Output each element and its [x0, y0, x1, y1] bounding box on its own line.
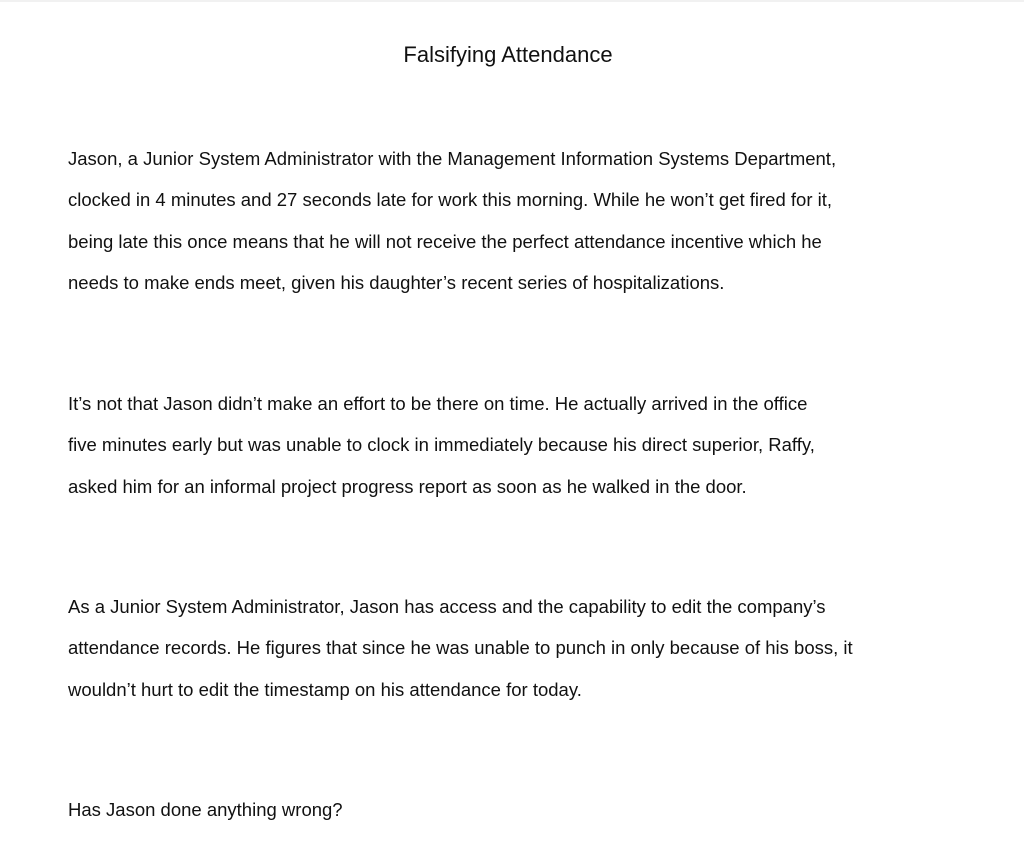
paragraph-line: asked him for an informal project progress report as soon as he walked in the door. — [68, 475, 747, 497]
paragraph-line: five minutes early but was unable to clock in immediately because his direct superior, Raffy, — [68, 434, 815, 456]
paragraph-line: It’s not that Jason didn’t make an effort to be there on time. He actually arrived in the office — [68, 393, 808, 414]
paragraph-line: As a Junior System Administrator, Jason has access and the capability to edit the company’s — [68, 596, 826, 617]
paragraph-line: wouldn’t hurt to edit the timestamp on his attendance for today. — [68, 678, 582, 700]
paragraph-line: needs to make ends meet, given his daughter’s recent series of hospitalizations. — [68, 271, 725, 293]
paragraph-line: Has Jason done anything wrong? — [68, 799, 343, 820]
paragraph-3 — [68, 586, 968, 710]
page-top-edge — [0, 0, 1024, 2]
paragraph-line: attendance records. He figures that since he was unable to punch in only because of his boss, it — [68, 637, 853, 659]
paragraph-1 — [68, 138, 968, 303]
closing-question — [68, 789, 968, 830]
paragraph-line: clocked in 4 minutes and 27 seconds late for work this morning. While he won’t get fired for it, — [68, 189, 833, 211]
document-title: Falsifying Attendance — [403, 42, 613, 67]
paragraph-2 — [68, 383, 968, 507]
paragraph-line: Jason, a Junior System Administrator with the Management Information Systems Department, — [68, 148, 837, 169]
paragraph-line: being late this once means that he will not receive the perfect attendance incentive which he — [68, 230, 822, 252]
